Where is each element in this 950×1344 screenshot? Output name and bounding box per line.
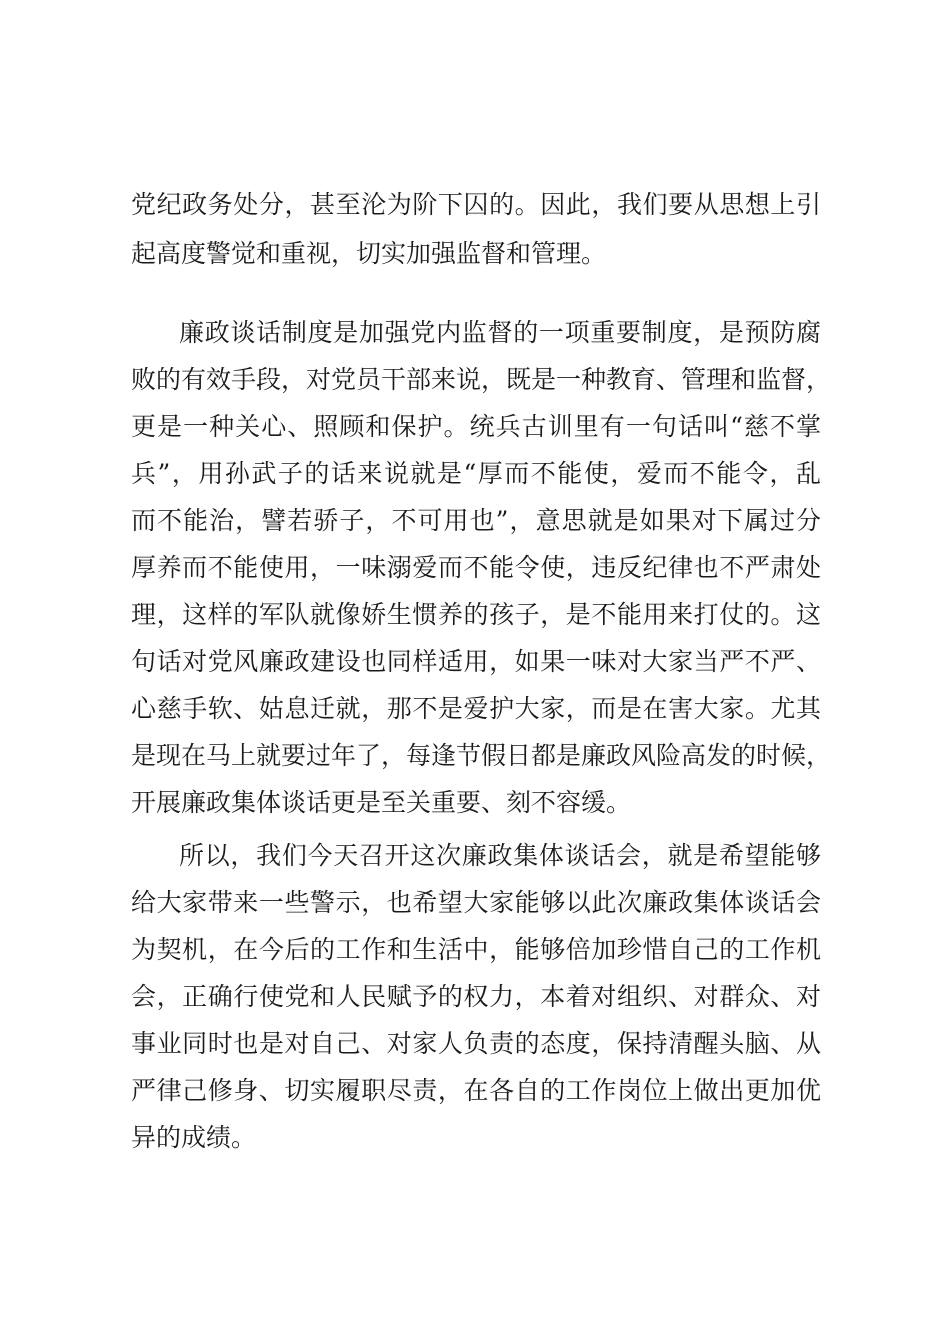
text-line: 党纪政务处分，甚至沦为阶下囚的。因此，我们要从思想上引	[131, 190, 821, 219]
paragraph-first-line: 所以，我们今天召开这次廉政集体谈话会，就是希望能够	[179, 841, 821, 870]
text-line: 开展廉政集体谈话更是至关重要、刻不容缓。	[131, 788, 632, 817]
text-line: 败的有效手段，对党员干部来说，既是一种教育、管理和监督，	[131, 365, 832, 394]
text-line: 严律己修身、切实履职尽责，在各自的工作岗位上做出更加优	[131, 1076, 821, 1105]
text-line: 句话对党风廉政建设也同样适用，如果一味对大家当严不严、	[131, 647, 821, 676]
text-line: 更是一种关心、照顾和保护。统兵古训里有一句话叫“慈不掌	[131, 412, 821, 441]
text-line: 兵”，用孙武子的话来说就是“厚而不能使，爱而不能令，乱	[131, 459, 821, 488]
text-line: 心慈手软、姑息迁就，那不是爱护大家，而是在害大家。尤其	[131, 694, 821, 723]
text-line: 起高度警觉和重视，切实加强监督和管理。	[131, 239, 607, 268]
text-line: 理，这样的军队就像娇生惯养的孩子，是不能用来打仗的。这	[131, 600, 821, 629]
text-line: 异的成绩。	[131, 1123, 257, 1152]
text-line: 为契机，在今后的工作和生活中，能够倍加珍惜自己的工作机	[131, 935, 821, 964]
text-line: 事业同时也是对自己、对家人负责的态度，保持清醒头脑、从	[131, 1029, 821, 1058]
text-line: 厚养而不能使用，一味溺爱而不能令使，违反纪律也不严肃处	[131, 553, 821, 582]
text-line: 是现在马上就要过年了，每逢节假日都是廉政风险高发的时候，	[131, 741, 832, 770]
text-line: 会，正确行使党和人民赋予的权力，本着对组织、对群众、对	[131, 982, 821, 1011]
text-line: 给大家带来一些警示，也希望大家能够以此次廉政集体谈话会	[131, 888, 821, 917]
paragraph-first-line: 廉政谈话制度是加强党内监督的一项重要制度，是预防腐	[179, 318, 821, 347]
text-line: 而不能治，譬若骄子，不可用也”，意思就是如果对下属过分	[131, 506, 821, 535]
